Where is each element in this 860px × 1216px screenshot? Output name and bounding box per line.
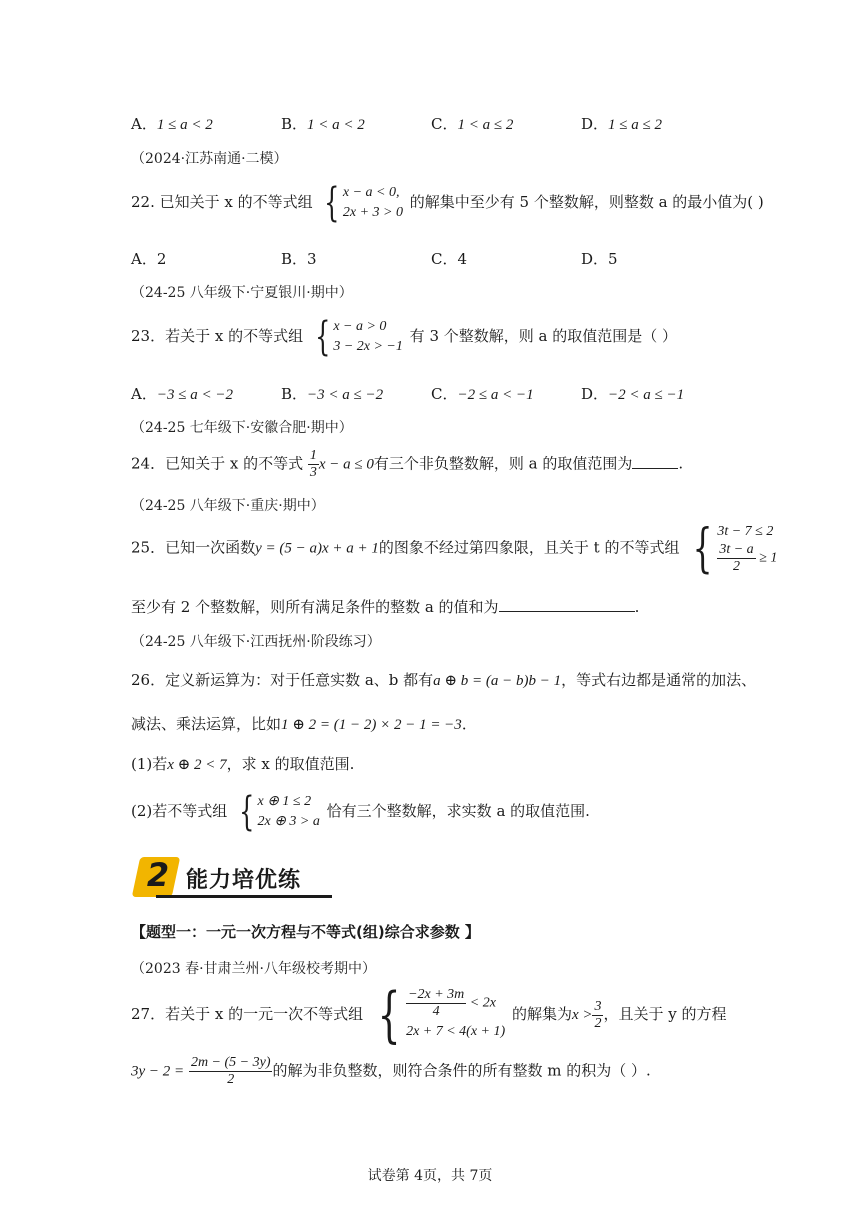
question-26-line1 — [131, 669, 756, 690]
option-label: C． — [431, 250, 458, 268]
q26-example: 1 ⊕ 2 = (1 − 2) × 2 − 1 = −3 — [281, 717, 462, 733]
q22-option-b — [281, 248, 317, 269]
option-label: B． — [281, 385, 308, 403]
q26-part1-prefix: (1)若 — [131, 755, 168, 773]
fraction-denominator: 2 — [594, 1015, 602, 1031]
q25-prefix: 25．已知一次函数 — [131, 538, 256, 557]
option-label: A． — [131, 385, 157, 403]
question-26-line2 — [131, 713, 477, 734]
question-27 — [131, 980, 727, 1050]
q22-option-a — [131, 248, 166, 269]
fraction-denominator: 3 — [309, 465, 317, 480]
question-23 — [131, 314, 678, 360]
q27-equation-fraction — [189, 1055, 273, 1088]
page-footer: 试卷第 4页，共 7页 — [367, 1168, 493, 1184]
q27-mid2: ，且关于 y 的方程 — [603, 1005, 727, 1023]
q22-source: （2024·江苏南通·二模） — [131, 151, 288, 167]
q26-part1-suffix: ，求 x 的取值范围. — [226, 755, 355, 773]
q23-system — [310, 314, 403, 360]
q26-line2-prefix: 减法、乘法运算，比如 — [131, 715, 282, 733]
option-label: D． — [581, 115, 609, 133]
q23-option-d — [581, 383, 684, 404]
option-label: A． — [131, 250, 157, 268]
q26-sys-line1: x ⊕ 1 ≤ 2 — [257, 794, 312, 809]
q26-system — [234, 789, 320, 835]
q22-system — [319, 180, 403, 226]
q27-solution-left: x > — [571, 1007, 593, 1023]
section-banner — [136, 857, 332, 899]
q22-sys-line2: 2x + 3 > 0 — [342, 205, 403, 220]
option-value: 1 ≤ a ≤ 2 — [608, 117, 662, 133]
q27-suffix: 的解为非负整数，则符合条件的所有整数 m 的积为（ ）. — [272, 1061, 651, 1080]
question-22 — [131, 180, 764, 226]
question-26-part1 — [131, 753, 354, 774]
question-24 — [131, 448, 683, 481]
q24-end: . — [678, 454, 684, 473]
option-value: −2 < a ≤ −1 — [608, 387, 685, 403]
q24-expression: x − a ≤ 0 — [318, 456, 374, 473]
q25-end: . — [634, 598, 640, 616]
brace-icon: { — [377, 980, 401, 1050]
type-heading: 【题型一：一元一次方程与不等式(组)综合求参数 】 — [131, 923, 480, 941]
q23-sys-line2: 3 − 2x > −1 — [333, 339, 403, 354]
brace-icon: { — [239, 789, 255, 835]
q26-definition: a ⊕ b = (a − b)b − 1 — [433, 673, 562, 689]
q25-system — [686, 518, 778, 579]
option-value: −3 < a ≤ −2 — [307, 387, 384, 403]
q21-option-b — [281, 113, 365, 134]
fraction-numerator: 3t − a — [719, 542, 754, 557]
option-value: 1 < a ≤ 2 — [457, 117, 514, 133]
q26-part2-prefix: (2)若不等式组 — [131, 802, 228, 820]
q23-source: （24-25 八年级下·宁夏银川·期中） — [131, 285, 353, 301]
fraction-denominator: 2 — [733, 559, 741, 574]
q26-sys-line2: 2x ⊕ 3 > a — [257, 814, 320, 829]
q22-option-d — [581, 248, 618, 269]
fraction-numerator: 2m − (5 − 3y) — [190, 1055, 271, 1070]
q21-option-a — [131, 113, 213, 134]
q26-part2-suffix: 恰有三个整数解，求实数 a 的取值范围. — [326, 802, 590, 820]
option-value: −2 ≤ a < −1 — [457, 387, 534, 403]
q22-sys-line1: x − a < 0, — [342, 185, 400, 200]
q23-option-b — [281, 383, 383, 404]
q22-prefix: 22. 已知关于 x 的不等式组 — [131, 193, 313, 211]
fraction-denominator: 2 — [227, 1072, 235, 1087]
q27-system — [370, 980, 506, 1050]
q24-source: （24-25 七年级下·安徽合肥·期中） — [131, 420, 353, 436]
option-label: B． — [281, 115, 308, 133]
answer-blank[interactable] — [499, 597, 635, 612]
q21-option-d — [581, 113, 662, 134]
option-label: A． — [131, 115, 157, 133]
q23-sys-line1: x − a > 0 — [333, 319, 387, 334]
q23-suffix: 有 3 个整数解，则 a 的取值范围是（ ） — [409, 327, 678, 345]
q25-middle: 的图象不经过第四象限，且关于 t 的不等式组 — [378, 538, 680, 557]
brace-icon: { — [692, 518, 713, 579]
option-value: 4 — [457, 250, 468, 268]
q22-option-c — [431, 248, 467, 269]
q21-option-c — [431, 113, 513, 134]
q25-sys-tail: ≥ 1 — [759, 550, 778, 566]
fraction-numerator: 1 — [309, 448, 317, 463]
q27-sys-tail: < 2x — [469, 995, 496, 1011]
question-25-line2 — [131, 596, 639, 617]
q26-line2-suffix: ． — [461, 715, 477, 733]
option-value: 1 < a < 2 — [307, 117, 365, 133]
option-value: 5 — [608, 250, 618, 268]
question-25 — [131, 518, 779, 579]
option-value: 3 — [307, 250, 317, 268]
fraction-numerator: −2x + 3m — [408, 986, 465, 1002]
option-label: D． — [581, 385, 609, 403]
option-label: B． — [281, 250, 308, 268]
answer-blank[interactable] — [632, 454, 678, 469]
brace-icon: { — [314, 314, 331, 360]
option-label: D． — [581, 250, 609, 268]
question-26-part2 — [131, 789, 590, 835]
q26-source: （24-25 八年级下·江西抚州·阶段练习） — [131, 634, 381, 650]
q27-source: （2023 春·甘肃兰州·八年级校考期中） — [131, 961, 376, 977]
q22-suffix: 的解集中至少有 5 个整数解，则整数 a 的最小值为( ) — [409, 193, 764, 211]
q26-line1-suffix: ，等式右边都是通常的加法、 — [561, 671, 757, 689]
option-label: C． — [431, 115, 458, 133]
question-27-line2 — [131, 1055, 651, 1088]
q27-prefix: 27．若关于 x 的一元一次不等式组 — [131, 1005, 364, 1023]
q24-prefix: 24．已知关于 x 的不等式 — [131, 454, 304, 473]
q24-suffix: 有三个非负整数解，则 a 的取值范围为 — [373, 454, 633, 473]
banner-title: 能力培优练 — [186, 868, 302, 893]
q23-prefix: 23．若关于 x 的不等式组 — [131, 327, 304, 345]
q25-line2-text: 至少有 2 个整数解，则所有满足条件的整数 a 的值和为 — [131, 598, 499, 616]
fraction-numerator: 3 — [594, 998, 602, 1014]
q23-option-a — [131, 383, 233, 404]
q26-part1-math: x ⊕ 2 < 7 — [167, 757, 227, 773]
q27-equation-left: 3y − 2 = — [131, 1063, 185, 1080]
q25-sys-line1: 3t − 7 ≤ 2 — [717, 524, 774, 539]
banner-number: 2 — [146, 856, 170, 894]
fraction-denominator: 4 — [432, 1003, 440, 1019]
option-value: −3 ≤ a < −2 — [156, 387, 233, 403]
option-label: C． — [431, 385, 458, 403]
brace-icon: { — [324, 180, 340, 226]
q27-solution-fraction — [592, 999, 603, 1032]
banner-underline — [156, 895, 332, 898]
q23-option-c — [431, 383, 534, 404]
q27-sys-line2: 2x + 7 < 4(x + 1) — [406, 1023, 506, 1039]
q25-function: y = (5 − a)x + a + 1 — [255, 540, 379, 557]
q26-line1-prefix: 26．定义新运算为：对于任意实数 a、b 都有 — [131, 671, 434, 689]
option-value: 2 — [156, 250, 167, 268]
q27-mid: 的解集为 — [511, 1005, 572, 1023]
q24-fraction — [308, 448, 319, 481]
q25-source: （24-25 八年级下·重庆·期中） — [131, 498, 325, 514]
option-value: 1 ≤ a < 2 — [156, 117, 213, 133]
